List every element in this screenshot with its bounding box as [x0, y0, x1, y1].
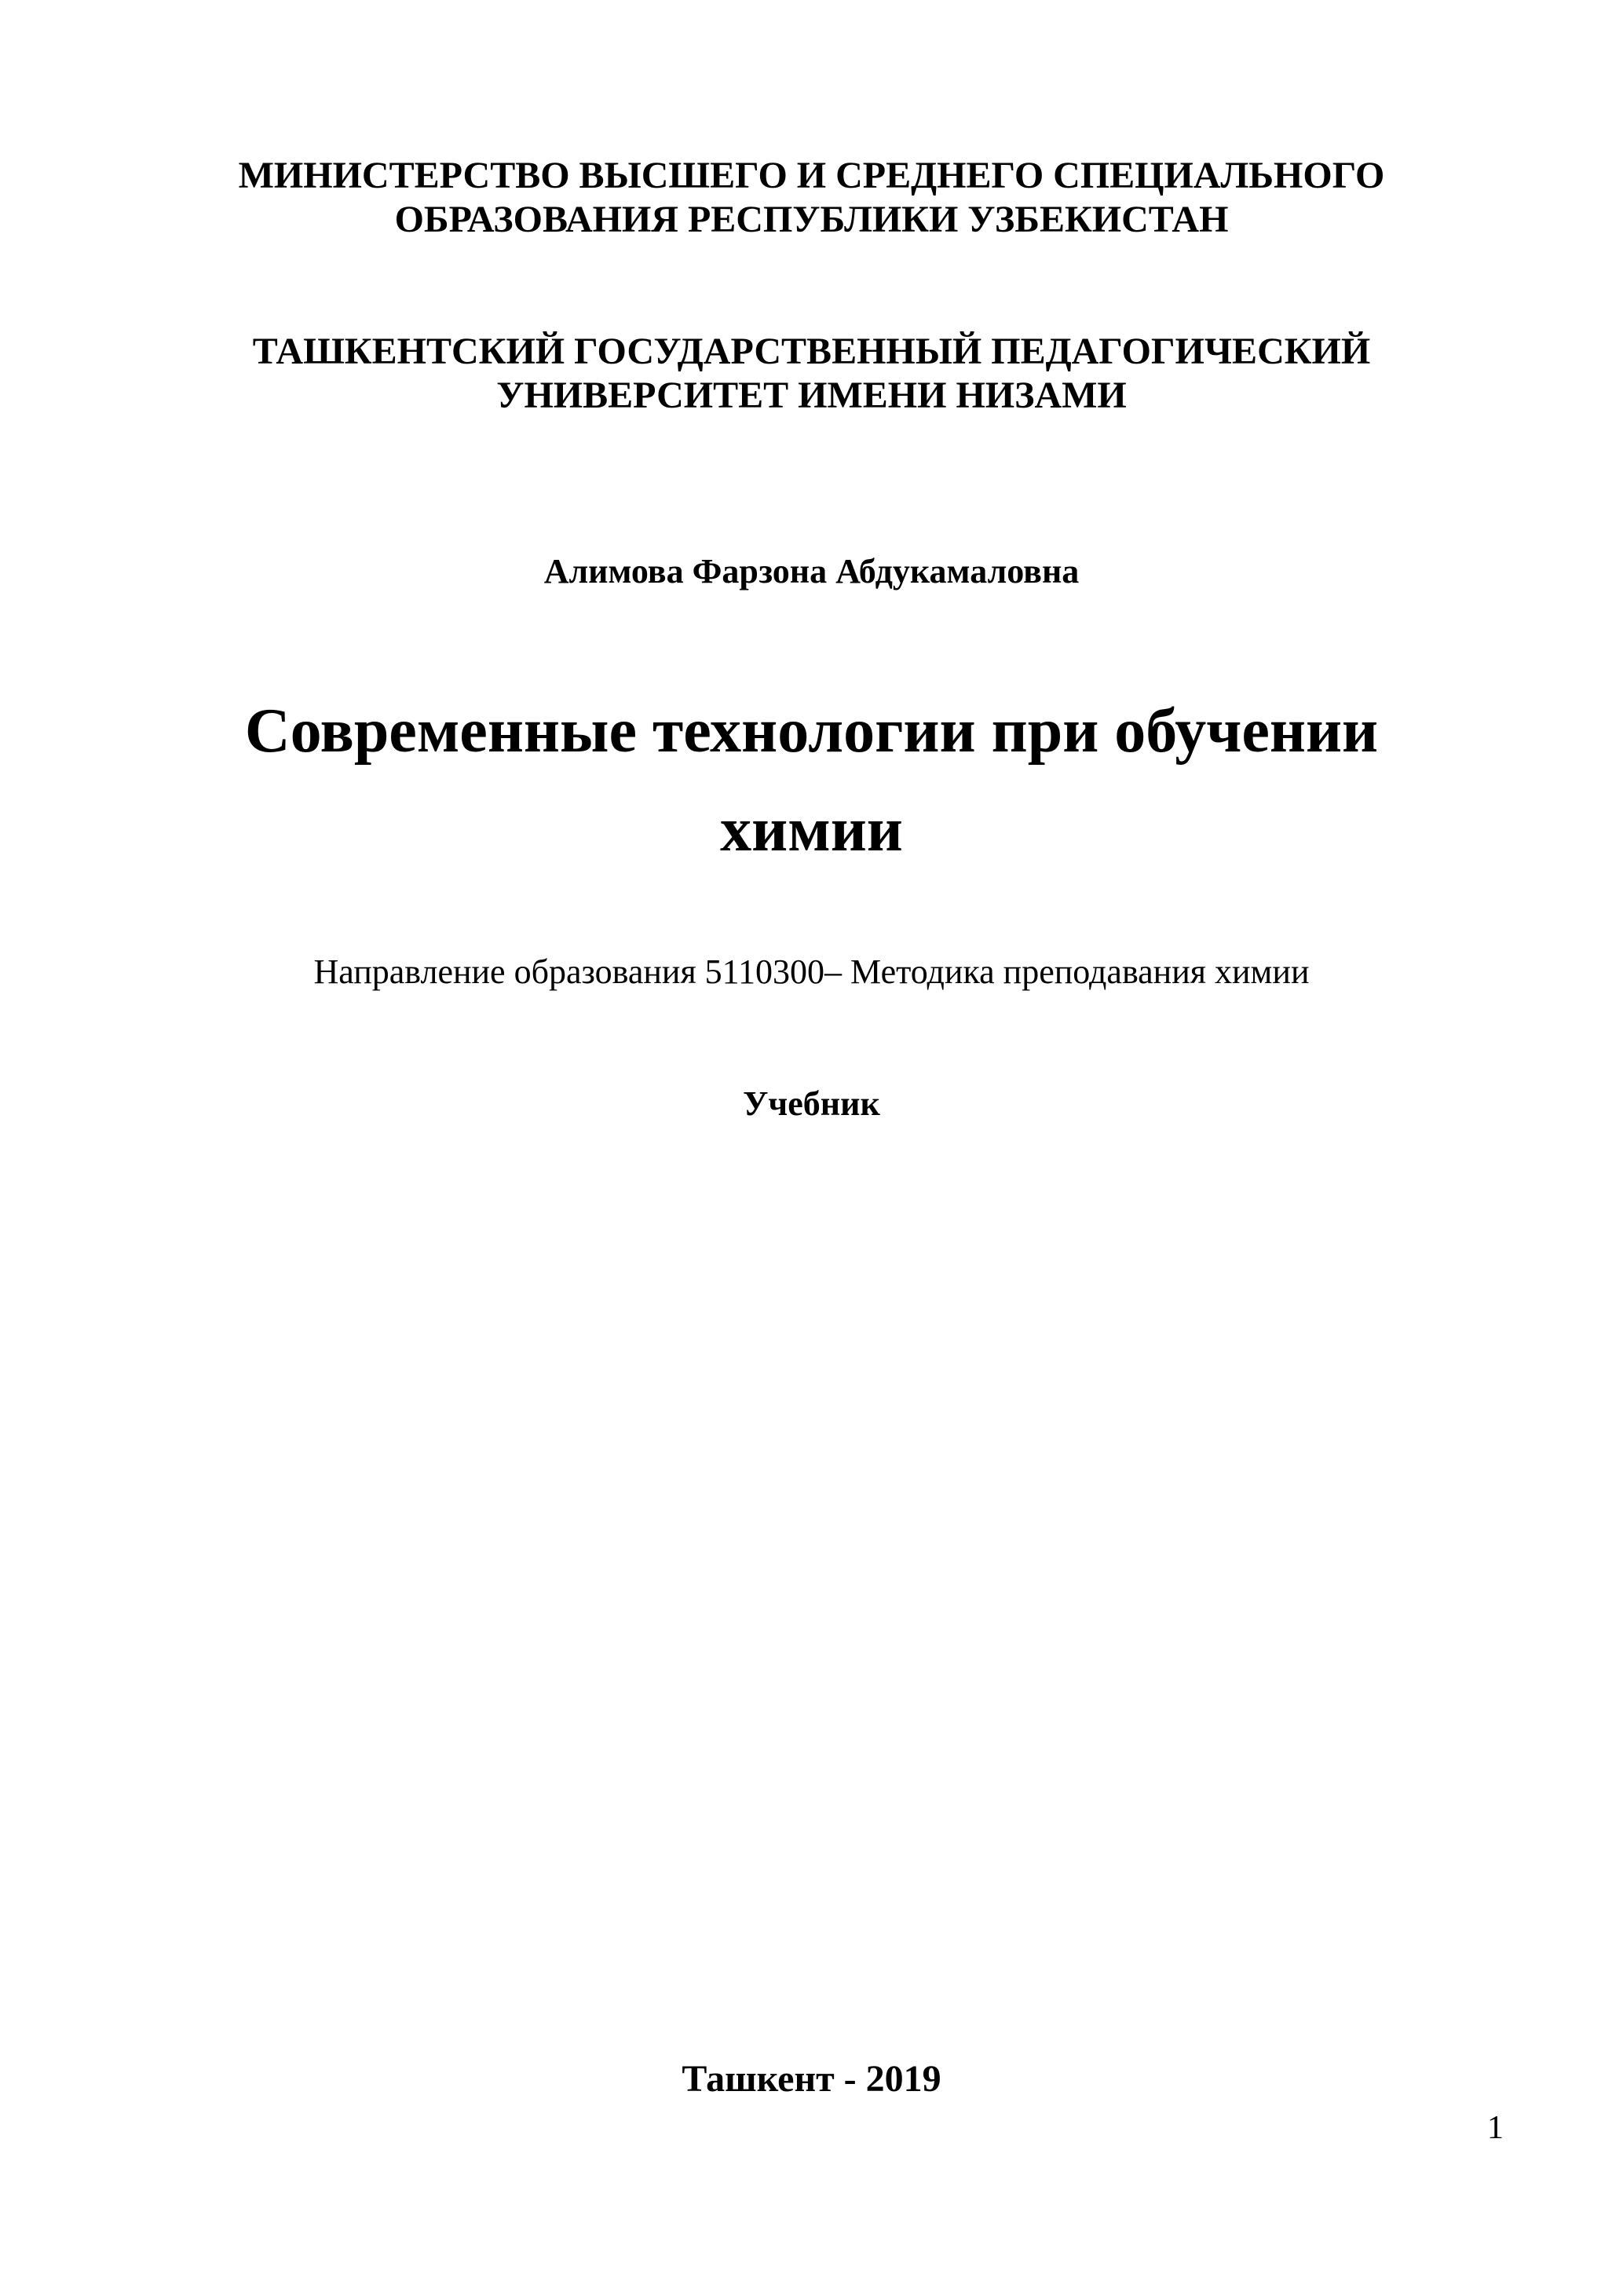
book-title-line-1: Современные технологии при обучении: [244, 696, 1379, 766]
ministry-heading-line-2: ОБРАЗОВАНИЯ РЕСПУБЛИКИ УЗБЕКИСТАН: [394, 199, 1229, 240]
document-type: Учебник: [743, 1084, 880, 1123]
book-title: [0, 682, 1623, 879]
ministry-heading-line-1: МИНИСТЕРСТВО ВЫСШЕГО И СРЕДНЕГО СПЕЦИАЛЬНОГО: [238, 155, 1385, 196]
university-heading-line-1: ТАШКЕНТСКИЙ ГОСУДАРСТВЕННЫЙ ПЕДАГОГИЧЕСКИЙ: [252, 331, 1371, 372]
university-heading: [0, 330, 1623, 418]
education-direction: Направление образования 5110300– Методика преподавания химии: [313, 952, 1310, 991]
author-name: Алимова Фарзона Абдукамаловна: [543, 552, 1080, 590]
page-number: 1: [1487, 2110, 1504, 2146]
book-title-line-2: химии: [720, 795, 903, 865]
ministry-heading: [0, 154, 1623, 242]
city-and-year: Ташкент - 2019: [682, 2058, 941, 2100]
university-heading-line-2: УНИВЕРСИТЕТ ИМЕНИ НИЗАМИ: [496, 375, 1127, 416]
